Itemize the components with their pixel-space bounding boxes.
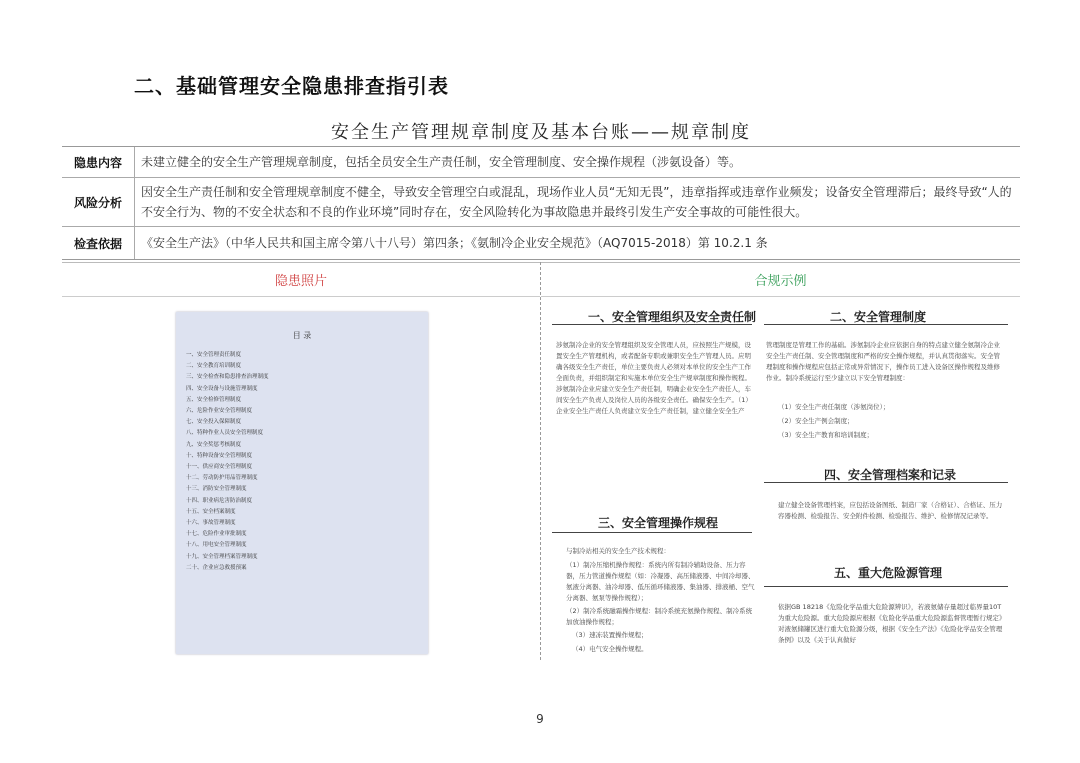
toc-item: 五、安全检修管理制度 (186, 396, 242, 403)
toc-item: 十六、事故管理制度 (186, 520, 236, 526)
page-number: 9 (536, 712, 544, 726)
toc-item: 一、安全管理责任制度 (186, 352, 242, 358)
hazard-photo-header: 隐患照片 (62, 262, 540, 297)
toc-item: 十四、职业病危害防治制度 (186, 497, 253, 504)
s3-title: 三、安全管理操作规程 (598, 516, 719, 530)
s4-title: 四、安全管理档案和记录 (824, 468, 957, 482)
compliance-example-image (552, 302, 1012, 658)
s5-title: 五、重大危险源管理 (834, 566, 943, 580)
s1-title: 一、安全管理组织及安全责任制 (588, 310, 757, 324)
row-inspection-basis (62, 227, 1020, 259)
toc-item: 十三、消防安全管理制度 (186, 486, 247, 493)
s1-text: 涉氨制冷企业的安全管理组织及安全管理人员，应按照生产规模，设置安全生产管理机构，或者配备专职或兼职安全生产管理人员。应明确各级安全生产责任，单位主要负责人必须对本单位的安全生产工作全面负责，并组织制定和实施本单位安全生产规章制度和操作规程。涉氨制冷企业应建立安全生产责任制，明确企业安全生产责任人，车间安全生产负责人及岗位人员的各级安全责任。确保安全生产。（1）企业安全生产责任人负责建立安全生产责任制，建立健全安全生产 (556, 341, 752, 415)
toc-item: 九、安全奖惩考核制度 (186, 441, 242, 448)
toc-item: 十七、危险作业审批制度 (186, 531, 247, 538)
s2-item-1: （1）安全生产责任制度（涉氨岗位）； (778, 403, 890, 411)
row-risk-analysis (62, 178, 1020, 227)
hazard-photo (176, 312, 428, 654)
s2-item-3: （3）安全生产教育和培训制度； (778, 431, 874, 439)
s3-text: 与制冷站相关的安全生产技术规程： (566, 547, 670, 555)
toc-item: 十五、安全档案制度 (186, 508, 236, 515)
toc-item: 十、特种设备安全管理制度 (186, 452, 253, 459)
text-hazard-content: 未建立健全的安全生产管理规章制度，包括全员安全生产责任制，安全管理制度、安全操作规程（涉氨设备）等。 (141, 155, 742, 169)
s3-item-4: （4）电气安全操作规程。 (572, 645, 648, 653)
text-risk-analysis: 因安全生产责任制和安全管理规章制度不健全，导致安全管理空白或混乱，现场作业人员“无知无畏”，违章指挥或违章作业频发；设备安全管理滞后；最终导致“人的不安全行为、物的不安全状态和不良的作业环境”同时存在，安全风险转化为事故隐患并最终引发生产安全事故的可能性很大。 (141, 185, 1012, 219)
text-inspection-basis: 《安全生产法》（中华人民共和国主席令第八十八号）第四条；《氨制冷企业安全规范》（AQ7015-2018）第 10.2.1 条 (141, 236, 768, 250)
s3-item-2: （2）制冷系统融霜操作规程：制冷系统充氨操作规程、制冷系统加放油操作规程； (566, 607, 753, 626)
section-heading: 二、基础管理安全隐患排查指引表 (134, 74, 449, 98)
s3-item-1: （1）制冷压缩机操作规程：系统内所有制冷辅助设备、压力容器，压力管道操作规程（如：冷凝器、高压储液器、中间冷却器、氨液分离器、油冷却器、低压循环储液器、集油器、排液桶、空气分离器、氨泵等操作规程）； (566, 561, 755, 602)
s2-title: 二、安全管理制度 (830, 310, 927, 324)
hazard-info-table (62, 146, 1020, 260)
s2-text: 管理制度是管理工作的基础。涉氨制冷企业应依据自身的特点建立健全氨制冷企业安全生产责任制、安全管理制度和严格的安全操作规程，并认真贯彻落实。安全管理制度和操作规程应包括正常或异常情况下，操作员工进入设备区操作规程及维修作业。制冷系统运行至少建立以下安全管理制度： (766, 341, 1000, 382)
s3-rule (552, 532, 752, 533)
panel-divider (540, 262, 541, 660)
label-inspection-basis: 检查依据 (62, 227, 135, 259)
s3-item-3: （3）速冻装置操作规程； (572, 631, 648, 639)
toc-item: 十二、劳动防护用品管理制度 (186, 475, 258, 482)
toc-item: 十八、用电安全管理制度 (186, 542, 247, 549)
toc-item: 十九、安全管理档案管理制度 (186, 553, 258, 560)
compliance-example-header: 合规示例 (541, 262, 1020, 297)
toc-item: 二、安全教育培训制度 (186, 363, 242, 370)
table-title: 安全生产管理规章制度及基本台账——规章制度 (331, 122, 751, 143)
s2-item-2: （2）安全生产例会制度； (778, 417, 854, 425)
toc-item: 七、安全投入保障制度 (186, 419, 242, 426)
toc-item: 三、安全检查和隐患排查治理制度 (186, 374, 269, 381)
photo-toc-title: 目 录 (292, 331, 312, 340)
s5-text: 依据GB 18218《危险化学品重大危险源辨识》，若液氨储存量超过临界量10T为重大危险源。重大危险源应根据《危险化学品重大危险源监督管理暂行规定》对液氨储罐区进行重大危险源分级，根据《安全生产法》《危险化学品安全管理条例》以及《关于认真做好 (778, 603, 1006, 644)
toc-item: 二十、企业应急救援预案 (186, 564, 247, 571)
toc-item: 四、安全设备与设施管理制度 (186, 385, 258, 392)
row-hazard-content (62, 147, 1020, 178)
toc-item: 八、特种作业人员安全管理制度 (186, 430, 264, 437)
s4-text: 建立健全设备管理档案，应包括设备图纸、制造厂家（合格证）、合格证、压力容器检测、检验报告、安全附件检测、检验报告、维护、检修情况记录等。 (778, 501, 1003, 520)
label-hazard-content: 隐患内容 (62, 147, 135, 177)
toc-item: 十一、供应商安全管理制度 (186, 464, 253, 470)
label-risk-analysis: 风险分析 (62, 178, 135, 226)
s5-rule (764, 586, 1008, 587)
toc-item: 六、危险作业安全管理制度 (186, 408, 253, 414)
